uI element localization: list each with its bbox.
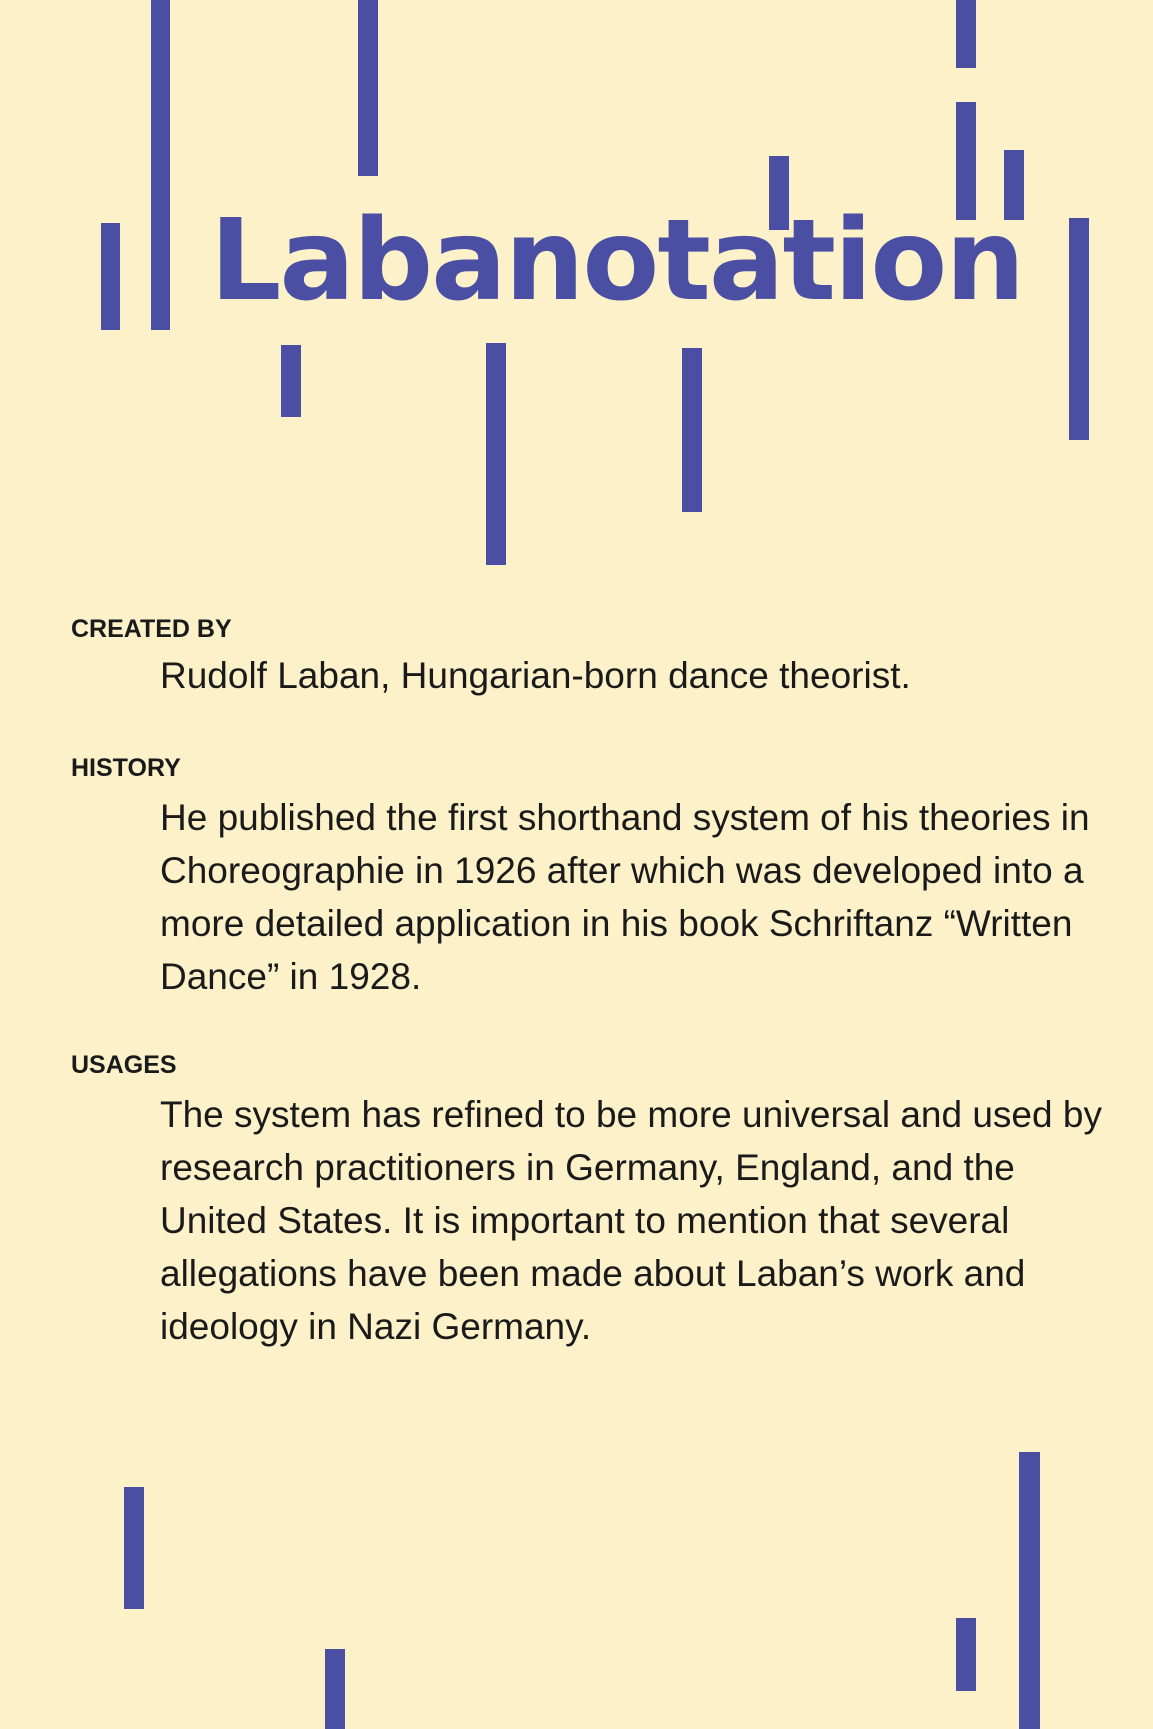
notation-bar: [325, 1649, 345, 1729]
section-label-usages: USAGES: [71, 1051, 177, 1079]
section-text-history: He published the first shorthand system of his theories in Choreographie in 1926 after which was developed into a more detailed application in his book Schriftanz “Written Dance” in 1928.: [160, 797, 1090, 997]
notation-bar: [1069, 218, 1089, 440]
notation-bar: [281, 345, 301, 417]
section-text-created-by: Rudolf Laban, Hungarian-born dance theorist.: [160, 655, 911, 696]
notation-bar: [358, 0, 378, 176]
notation-bar: [1019, 1452, 1040, 1729]
notation-bar: [151, 0, 170, 330]
page-title: Labanotation: [210, 196, 1024, 326]
section-text-usages: The system has refined to be more universal and used by research practitioners in Germany, England, and the United States. It is important to mention that several allegations have been made about Laban’s work and ideology in Nazi Germany.: [160, 1094, 1102, 1347]
notation-bar: [956, 1618, 976, 1691]
notation-bar: [124, 1487, 144, 1609]
notation-bar: [682, 348, 702, 512]
notation-bar: [101, 223, 120, 330]
notation-bar: [486, 343, 506, 565]
notation-bar: [956, 0, 976, 68]
section-label-history: HISTORY: [71, 754, 181, 782]
section-label-created-by: CREATED BY: [71, 615, 232, 643]
